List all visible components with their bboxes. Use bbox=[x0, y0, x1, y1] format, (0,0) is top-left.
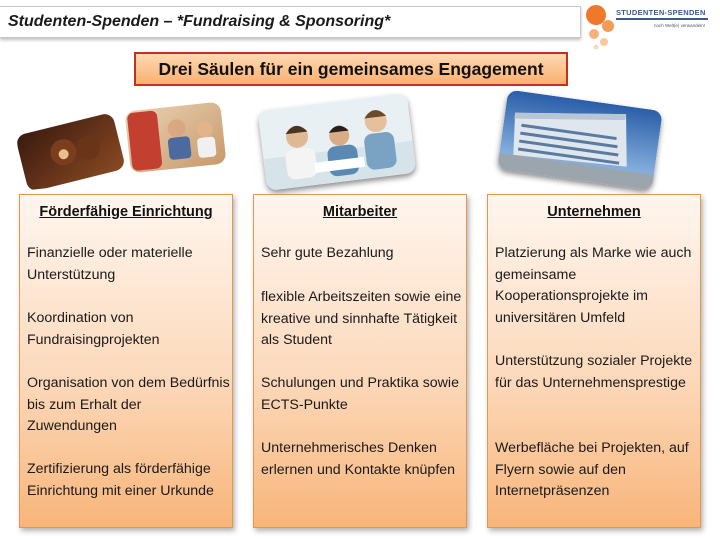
students-photo-icon bbox=[258, 93, 417, 191]
list-item: Unternehmerisches Denken erlernen und Kontakte knüpfen bbox=[261, 440, 456, 478]
logo-name: STUDENTEN-SPENDEN bbox=[616, 8, 706, 17]
list-item: Werbefläche bei Projekten, auf Flyern sowie auf den Internetpräsenzen bbox=[495, 440, 689, 500]
children-photo-icon bbox=[15, 99, 231, 191]
list-item: Sehr gute Bezahlung bbox=[261, 245, 394, 261]
list-item: Organisation von dem Bedürfnis bis zum Erhalt der Zuwendungen bbox=[27, 375, 230, 435]
logo-circles-icon bbox=[582, 2, 616, 52]
header-bar bbox=[0, 6, 581, 38]
studenten-spenden-logo bbox=[582, 2, 714, 52]
column-title: Mitarbeiter bbox=[322, 204, 398, 220]
company-building-photo-icon bbox=[497, 90, 663, 191]
list-item: Finanzielle oder materielle Unterstützung bbox=[27, 245, 193, 283]
column-title: Unternehmen bbox=[547, 204, 641, 220]
column-title: Förderfähige Einrichtung bbox=[39, 204, 213, 220]
logo-tagline: noch Welt(e) verwandeln! bbox=[654, 23, 705, 28]
headline-box: Drei Säulen für ein gemeinsames Engagement bbox=[134, 52, 568, 86]
column-foerderfaehige-einrichtung bbox=[19, 194, 233, 528]
column-unternehmen bbox=[487, 194, 701, 528]
column-mitarbeiter bbox=[253, 194, 467, 528]
list-item: Schulungen und Praktika sowie ECTS-Punkte bbox=[261, 375, 459, 413]
list-item: Koordination von Fundraisingprojekten bbox=[27, 310, 160, 348]
page-title: Studenten-Spenden – *Fundraising & Sponsoring* bbox=[8, 13, 391, 30]
logo-divider bbox=[616, 18, 708, 20]
list-item: Zertifizierung als förderfähige Einrichtung mit einer Urkunde bbox=[27, 461, 214, 499]
list-item: Platzierung als Marke wie auch gemeinsame Kooperationsprojekte im universitären Umfeld bbox=[495, 245, 692, 327]
list-item: Unterstützung sozialer Projekte für das Unternehmensprestige bbox=[495, 353, 693, 391]
list-item: flexible Arbeitszeiten sowie eine kreative und sinnhafte Tätigkeit als Student bbox=[261, 289, 462, 349]
